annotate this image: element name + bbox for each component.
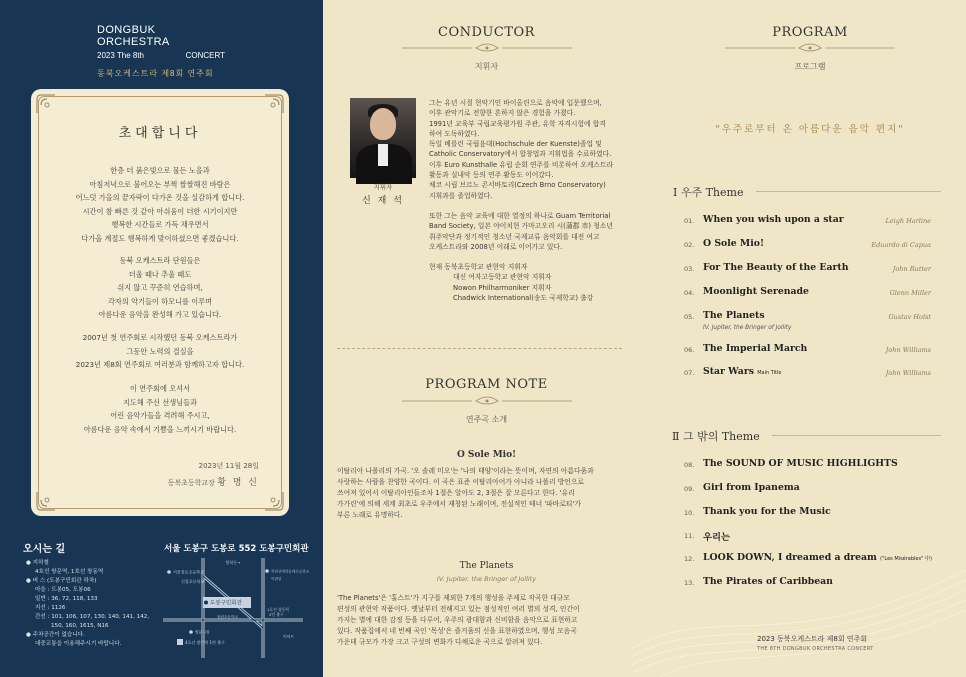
item-number: 12.: [684, 555, 695, 563]
text-line: 동북 오케스트라 단원들은: [119, 256, 201, 265]
conductor-bio: [429, 98, 625, 303]
text-line: 대신 여자고등학교 관현악 지휘자: [453, 273, 552, 282]
theme-2-title: Ⅱ 그 밖의 Theme: [672, 430, 760, 443]
program-note-sub: 연주곡 소개: [465, 415, 508, 424]
map-label-apt: 북한산대학동대초등학교: [271, 569, 310, 574]
text-line: 지도해 주신 선생님들과: [122, 397, 197, 407]
directions-list: [26, 559, 149, 649]
map-label-top: 방학동→: [225, 560, 241, 565]
item-number: 08.: [684, 461, 695, 469]
location-map[interactable]: [163, 558, 310, 658]
text-line: 한층 더 붉은빛으로 물든 노을과: [110, 166, 210, 175]
item-number: 03.: [684, 265, 695, 273]
text-line: 2023년 제8회 연주회로 여러분과 함께하고자 합니다.: [75, 360, 245, 369]
text-line: 하여 도독하였다.: [429, 129, 480, 138]
program-item: [684, 482, 931, 496]
bus-line: 150, 160, 1615, N16: [51, 623, 109, 629]
invitation-title: 초대합니다: [118, 126, 202, 141]
flourish-divider-icon: [723, 42, 897, 54]
program-tagline: "우주로부터 온 아름다운 음악 편지": [715, 124, 905, 135]
invitation-paragraph-2: [31, 254, 289, 322]
item-title-note: Main Title: [757, 370, 782, 376]
conductor-photo: [350, 98, 416, 178]
flourish-divider-icon: [400, 395, 574, 407]
program-item: [684, 366, 931, 380]
text-line: 활동과 실내악 등의 연주 활동도 이어갔다.: [429, 171, 554, 180]
item-composer: John Rutter: [892, 265, 931, 273]
text-line: 편성의 관현악 작품이다. 옛날부터 전해지고 있는 점성적인 여러 별의 성격, 인간이: [337, 605, 580, 613]
text-line: 'The Planets'은 '홀스트'가 지구를 제외한 7개의 행성을 주제로 작곡한 대규모: [337, 594, 570, 602]
invitation-paragraph-1: [31, 164, 289, 245]
item-title: When you wish upon a star: [703, 214, 844, 225]
text-line: 쉬지 않고 꾸준히 연습하며,: [117, 283, 203, 292]
theme-2-rule: [772, 435, 941, 436]
map-label-school: 서울창동초등학교: [173, 569, 204, 575]
item-title-text: Star Wars: [703, 366, 754, 377]
program-item: [684, 576, 931, 590]
note-text-2: [337, 593, 625, 648]
item-composer: John Williams: [885, 369, 931, 377]
map-title: 서울 도봉구 도봉로 552 도봉구민회관: [164, 544, 309, 554]
directions-title: 오시는 길: [23, 544, 66, 555]
map-label-river: 이마트: [283, 634, 295, 639]
footer-korean: 2023 동북오케스트라 제8회 연주회: [757, 635, 868, 643]
text-line: 쓰여져 있어서 이탈리아인들조차 1절은 알아도 2, 3절은 잘 모른다고 한다. '유리: [337, 489, 575, 497]
subway-label: 지하철: [32, 560, 49, 566]
invitation-paragraph-3: [31, 331, 289, 372]
text-line: 취주악단과 정기적인 청소년 국제교류 음악회를 대전 여고: [429, 232, 600, 241]
directions-bus: ● 버 스 (도봉구민회관 하차): [26, 578, 97, 584]
item-number: 05.: [684, 313, 695, 321]
note-title-2: The Planets: [459, 561, 514, 571]
item-subtitle: IV. Jupiter, the Bringer of Jollity: [703, 325, 792, 331]
text-line: 이 연주회에 오셔서: [129, 384, 191, 393]
item-title: The Planets: [703, 310, 765, 321]
bus-line: 간선 : 101, 106, 107, 130, 140, 141, 142,: [35, 614, 150, 620]
text-line: 체코 시립 브르노 콘서바토리(Czech Brno Conservatory): [429, 181, 606, 190]
signer-role: 동북초등학교장: [167, 479, 215, 487]
item-number: 11.: [684, 532, 695, 540]
text-line: 아름다운 음악 속에서 기쁨을 느끼시기 바랍니다.: [83, 424, 237, 434]
text-line: 가지는 별에 대한 감정 등을 다루어, 우주의 광대함과 신비함을 음악으로 표현하고: [337, 616, 578, 624]
program-item: [684, 529, 931, 543]
corner-ornament-icon: [263, 490, 285, 512]
text-line: 행복한 시간들로 가득 채우면서: [111, 220, 209, 229]
text-line: 시간이 참 빠른 것 같아 아쉬움이 더한 시기이지만: [82, 206, 238, 216]
directions-parking: ● 주차공간이 없습니다.: [26, 632, 85, 638]
directions-subway: ● 지하철: [26, 560, 49, 566]
bio-block-3: [429, 262, 625, 303]
item-number: 10.: [684, 509, 695, 517]
text-line: 지휘과를 졸업하였다.: [429, 191, 493, 200]
item-title-text: LOOK DOWN, I dreamed a dream: [703, 552, 877, 563]
text-line: 1991년 교육부 국립교육평가원 주관, 유학 자격시험에 합격: [429, 119, 606, 128]
map-label-center: 창원초등학교: [217, 615, 238, 619]
invitation-paragraph-4: [31, 382, 289, 436]
edition-line: [97, 51, 225, 60]
item-number: 01.: [684, 217, 695, 225]
text-line: 부른 노래로 유명하다.: [337, 511, 403, 519]
text-line: 이후 관악기로 전향한 흔하지 않은 경험을 가졌다.: [429, 109, 576, 118]
text-line: Band Society, 일본 야이치현 가마고오리 시(蒲郡 市) 청소년: [429, 222, 613, 231]
conductor-heading: CONDUCTOR: [438, 25, 535, 40]
item-number: 09.: [684, 485, 695, 493]
text-line: 더울 때나 추울 때도: [128, 269, 192, 279]
text-line: Chadwick International(송도 국제학교) 출강: [453, 294, 594, 303]
program-item: [684, 458, 931, 472]
text-line: Nowon Philharmoniker 지휘자: [453, 283, 552, 292]
text-line: 사랑하는 사람을 찬양한 곡이다. 이 곡은 표준 이탈리아어가 아니라 나폴리 방언으로: [337, 478, 585, 486]
item-title-note: ("Les Misérables" 中): [880, 556, 932, 562]
text-line: 각자의 악기들이 하모니를 이루며: [107, 296, 213, 306]
program-item: [684, 214, 931, 228]
item-title: Thank you for the Music: [703, 506, 831, 517]
item-number: 07.: [684, 369, 695, 377]
subway-station-icon: [177, 639, 183, 645]
map-label-left-school: 신창초등학교: [181, 579, 205, 584]
section-divider: [337, 348, 622, 349]
orchestra-name: DONGBUK ORCHESTRA: [97, 24, 170, 48]
program-item: [684, 310, 931, 336]
program-sub: 프로그램: [794, 62, 826, 71]
item-title: O Sole Mio!: [703, 238, 765, 249]
text-line: 이탈리아 나폴리의 가곡. '오 솔레 미오'는 '나의 태양'이라는 뜻이며, 자연의 아름다움과: [337, 467, 594, 475]
bus-label: 버 스 (도봉구민회관 하차): [32, 578, 97, 584]
bus-line: 일반 : 36, 72, 118, 133: [35, 596, 98, 602]
flourish-divider-icon: [400, 42, 574, 54]
item-number: 04.: [684, 289, 695, 297]
item-composer: Leigh Harline: [885, 217, 931, 225]
map-label-right-station2: 2번 출구: [269, 612, 284, 617]
map-label-apt2: 이편한: [271, 577, 282, 581]
photo-caption-name: 신 재 석: [362, 196, 404, 206]
theme-1-title: Ⅰ 우주 Theme: [673, 186, 744, 199]
text-line: Catholic Conservatory에서 합창법과 지휘법을 수료하였다.: [429, 150, 612, 159]
item-title: 우리는: [703, 532, 730, 543]
edition-concert: CONCERT: [185, 51, 225, 60]
invitation-card: [31, 89, 289, 516]
program-item: [684, 262, 931, 276]
text-line: 가운데 규모가 가장 크고 구성의 변화가 다채로운 곡으로 알려져 있다.: [337, 638, 543, 646]
left-panel: [0, 0, 323, 677]
item-composer: Glenn Miller: [889, 289, 931, 297]
footer-english: THE 8TH DONGBUK ORCHESTRA CONCERT: [757, 646, 874, 652]
map-label-bottom-left: 쌍문시장: [195, 629, 210, 635]
program-item: [684, 343, 931, 357]
photo-caption-role: 지휘자: [373, 183, 393, 191]
item-title: Moonlight Serenade: [703, 286, 809, 297]
text-line: 그는 유년 시절 현악기인 바이올린으로 음악에 입문했으며,: [429, 99, 602, 107]
text-line: 아침저녁으로 불어오는 부쩍 쌀쌀해진 바람은: [89, 179, 231, 189]
text-line: 그동안 노력의 결실을: [126, 346, 194, 356]
text-line: 오케스트라와 2008년 이래로 이어가고 있다.: [429, 242, 563, 251]
program-item: [684, 552, 931, 566]
text-line: 다가올 계절도 행복하게 맞이하셨으면 좋겠습니다.: [81, 233, 239, 243]
map-marker-icon: [189, 630, 193, 634]
venue-pin-icon: [204, 601, 208, 605]
item-number: 13.: [684, 579, 695, 587]
item-title: For The Beauty of the Earth: [703, 262, 849, 273]
signer-name: 황 명 신: [217, 478, 259, 488]
program-note-heading: PROGRAM NOTE: [425, 377, 548, 392]
subway-detail: 4호선 쌍문역, 1호선 창동역: [35, 569, 104, 575]
parking-note: 주차공간이 없습니다.: [32, 632, 85, 638]
item-composer: John Williams: [885, 346, 931, 354]
edition-year: 2023 The 8th: [97, 51, 145, 60]
item-number: 02.: [684, 241, 695, 249]
item-number: 06.: [684, 346, 695, 354]
program-item: [684, 238, 931, 252]
bus-line: 마을 : 도봉05, 도봉06: [35, 587, 91, 593]
corner-ornament-icon: [35, 490, 57, 512]
bus-line: 지선 : 1126: [35, 605, 66, 611]
map-marker-icon: [265, 569, 269, 573]
brand-korean: 동북오케스트라 제8회 연주회: [97, 69, 214, 78]
item-title: [703, 366, 781, 377]
item-title: The SOUND OF MUSIC HIGHLIGHTS: [703, 458, 898, 469]
item-title: The Pirates of Caribbean: [703, 576, 833, 587]
item-composer: Eduardo di Capua: [871, 241, 931, 249]
corner-ornament-icon: [263, 93, 285, 115]
note-text-1: [337, 466, 625, 521]
program-item: [684, 506, 931, 520]
map-marker-icon: [167, 570, 171, 574]
text-line: 이후 Euro Kunsthalle 유럽 순회 연주를 비롯하여 오케스트라: [429, 160, 614, 169]
bio-block-1: [429, 98, 625, 201]
note-subtitle-2: IV. Jupiter, the Bringer of Jollity: [436, 575, 537, 583]
map-label-right-station: 1호선 창동역: [267, 607, 289, 612]
corner-ornament-icon: [35, 93, 57, 115]
item-title: The Imperial March: [703, 343, 808, 354]
program-heading: PROGRAM: [772, 25, 848, 40]
text-line: 독일 베를린 국립음대(Hochschule der Kuenste)졸업 및: [429, 140, 602, 149]
theme-1-rule: [756, 191, 941, 192]
text-line: 어느덧 가을의 끝자락이 다가온 것을 실감하게 합니다.: [75, 193, 245, 202]
brand-block: [97, 24, 225, 79]
map-label-venue: 도봉구민회관: [210, 600, 242, 607]
parking-note-2: 대중교통을 이용해주시기 바랍니다.: [35, 641, 122, 647]
text-line: 있다. 작품집에서 네 번째 곡인 '목성'은 즐거움의 신을 표현하였으며, 행성 모음곡: [337, 627, 577, 635]
text-line: 2007년 첫 연주회로 시작했던 동북 오케스트라가: [82, 333, 238, 342]
note-title-1: O Sole Mio!: [456, 450, 517, 460]
item-title: Girl from Ipanema: [703, 482, 800, 493]
text-line: 현재 동북초등학교 관현악 지휘자: [429, 263, 528, 272]
conductor-sub: 지휘자: [474, 62, 499, 71]
item-title: [703, 552, 932, 563]
text-line: 가가린'에 의해 세계 최초로 우주에서 재창된 노래이며, 전설적인 테너 '파바로티'가: [337, 500, 581, 508]
bio-block-2: [429, 211, 625, 252]
text-line: 또한 그는 음악 교육에 대한 열정의 하나로 Guam Territorial: [429, 211, 611, 220]
item-composer: Gustav Holst: [888, 313, 931, 321]
text-line: 어린 음악가들을 격려해 주시고,: [110, 411, 210, 420]
program-item: [684, 286, 931, 300]
invitation-signature: [168, 475, 259, 488]
map-label-station: 4호선 쌍문역 1번 출구: [185, 640, 225, 645]
invitation-date: 2023년 11월 28일: [198, 462, 259, 470]
text-line: 아름다운 음악을 완성해 가고 있습니다.: [98, 310, 222, 319]
